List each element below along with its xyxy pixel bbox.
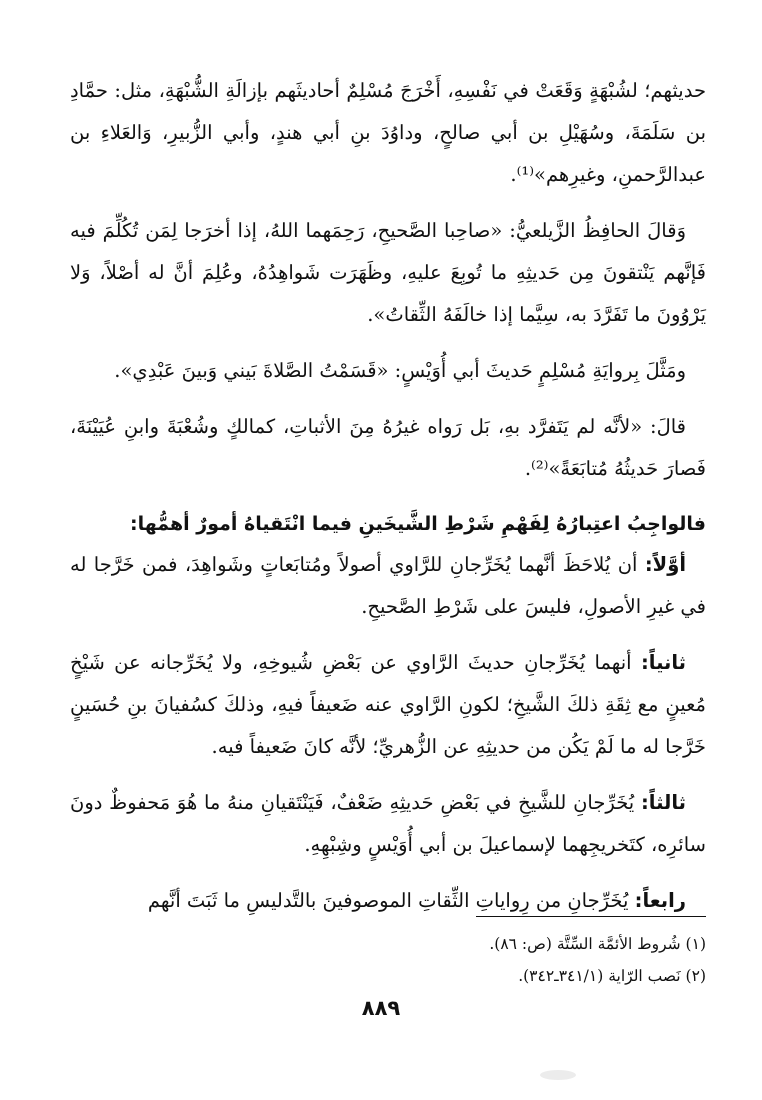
- page-body: [70, 70, 706, 922]
- footnote-2: (٢) نَصب الرّاية (٣٤١/١ـ٣٤٢).: [518, 967, 706, 985]
- point-first-lead: أوَّلاً:: [644, 553, 686, 576]
- point-third: [70, 782, 706, 866]
- footnote-1: (١) شُروط الأئمَّة السِّتَّة (ص: ٨٦).: [489, 935, 706, 953]
- point-fourth-lead: رابعاً:: [634, 889, 686, 912]
- point-first: [70, 544, 706, 628]
- point-fourth-text: يُخَرِّجانِ من رِواياتِ الثِّقاتِ الموصوفينَ بالتَّدليسِ ما ثَبَتَ أنَّهم: [147, 889, 635, 912]
- point-first-text: أن يُلاحَظَ أنَّهما يُخَرِّجانِ للرَّاوي أصولاً ومُتابَعاتٍ وشَواهِدَ، فمن خَرَّجا له في غيرِ الأصولِ، فليسَ على شَرْطِ الصَّحيحِ.: [70, 553, 706, 618]
- paragraph-zaylai-quote: وَقالَ الحافِظُ الزَّيلعيُّ: «صاحِبا الصَّحيحِ، رَحِمَهما اللهُ، إذا أخرَجا لِمَن تُكُلِّمَ فيه فَإنَّهم يَنْتقونَ مِن حَديثِهِ ما تُوبِعَ عليهِ، وظَهَرَت شَواهِدُهُ، وعُلِمَ أنَّ له أصْلاً، وَلا يَرْوُونَ ما تَفَرَّدَ به، سِيَّما إذا خالَفَهُ الثِّقاتُ».: [70, 219, 706, 326]
- point-third-lead: ثالثاً:: [640, 791, 686, 814]
- footnote-divider: [476, 916, 706, 917]
- section-heading: فالواجِبُ اعتِبارُهُ لِفَهْمِ شَرْطِ الشَّيخَينِ فيما انْتَقياهُ أمورٌ أهمُّها:: [129, 513, 706, 535]
- point-second-text: أنهما يُخَرِّجانِ حديثَ الرَّاوي عن بَعْضِ شُيوخِهِ، ولا يُخَرِّجانه عن شَيْخٍ مُعينٍ مع ثِقَةِ ذلكَ الشَّيخِ؛ لكونِ الرَّاوي عنه ضَعيفاً فيهِ، وذلكَ كسُفيانَ بنِ حُسَينٍ خَرَّجا له ما لَمْ يَكُن من حديثِهِ عن الزُّهريِّ؛ لأنَّه كانَ ضَعيفاً فيه.: [70, 651, 706, 758]
- paragraph-1: حديثهم؛ لشُبْهَةٍ وَقَعَتْ في نَفْسِهِ، أَخْرَجَ مُسْلِمٌ أحاديثَهم بإزالَةِ الشُّبْهَةِ، مثل: حمَّادِ بن سَلَمَةَ، وسُهَيْلِ بن أبي صالحٍ، وداوُدَ بنِ أبي هندٍ، وأبي الزُّبيرِ، وَالعَلاءِ بن عبدالرَّحمنِ، وغيرِهم»⁽¹⁾.: [70, 79, 706, 186]
- paragraph-explanation: قالَ: «لأنَّه لم يَتَفرَّد بهِ، بَل رَواه غيرُهُ مِنَ الأثباتِ، كمالكٍ وشُعْبَةَ وابنِ عُيَيْنَةَ، فَصارَ حَديثُهُ مُتابَعَةً»⁽²⁾.: [70, 415, 706, 480]
- footnotes: [70, 928, 706, 992]
- scan-smudge: [540, 1070, 576, 1080]
- page-number: ٨٨٩: [361, 996, 401, 1020]
- point-second: [70, 642, 706, 768]
- point-second-lead: ثانياً:: [640, 651, 686, 674]
- point-third-text: يُخَرِّجانِ للشَّيخِ في بَعْضِ حَديثِهِ ضَعْفٌ، فَيَنْتَقيانِ منهُ ما هُوَ مَحفوظٌ دونَ سائرِه، كتَخريجِهما لإسماعيلَ بن أبي أُوَيْسٍ وشِبْهِهِ.: [70, 791, 706, 856]
- paragraph-example: ومَثَّلَ بِروايَةِ مُسْلِمٍ حَديثَ أبي أُوَيْسٍ: «قَسَمْتُ الصَّلاةَ بَيني وَبينَ عَبْدِي».: [114, 359, 686, 382]
